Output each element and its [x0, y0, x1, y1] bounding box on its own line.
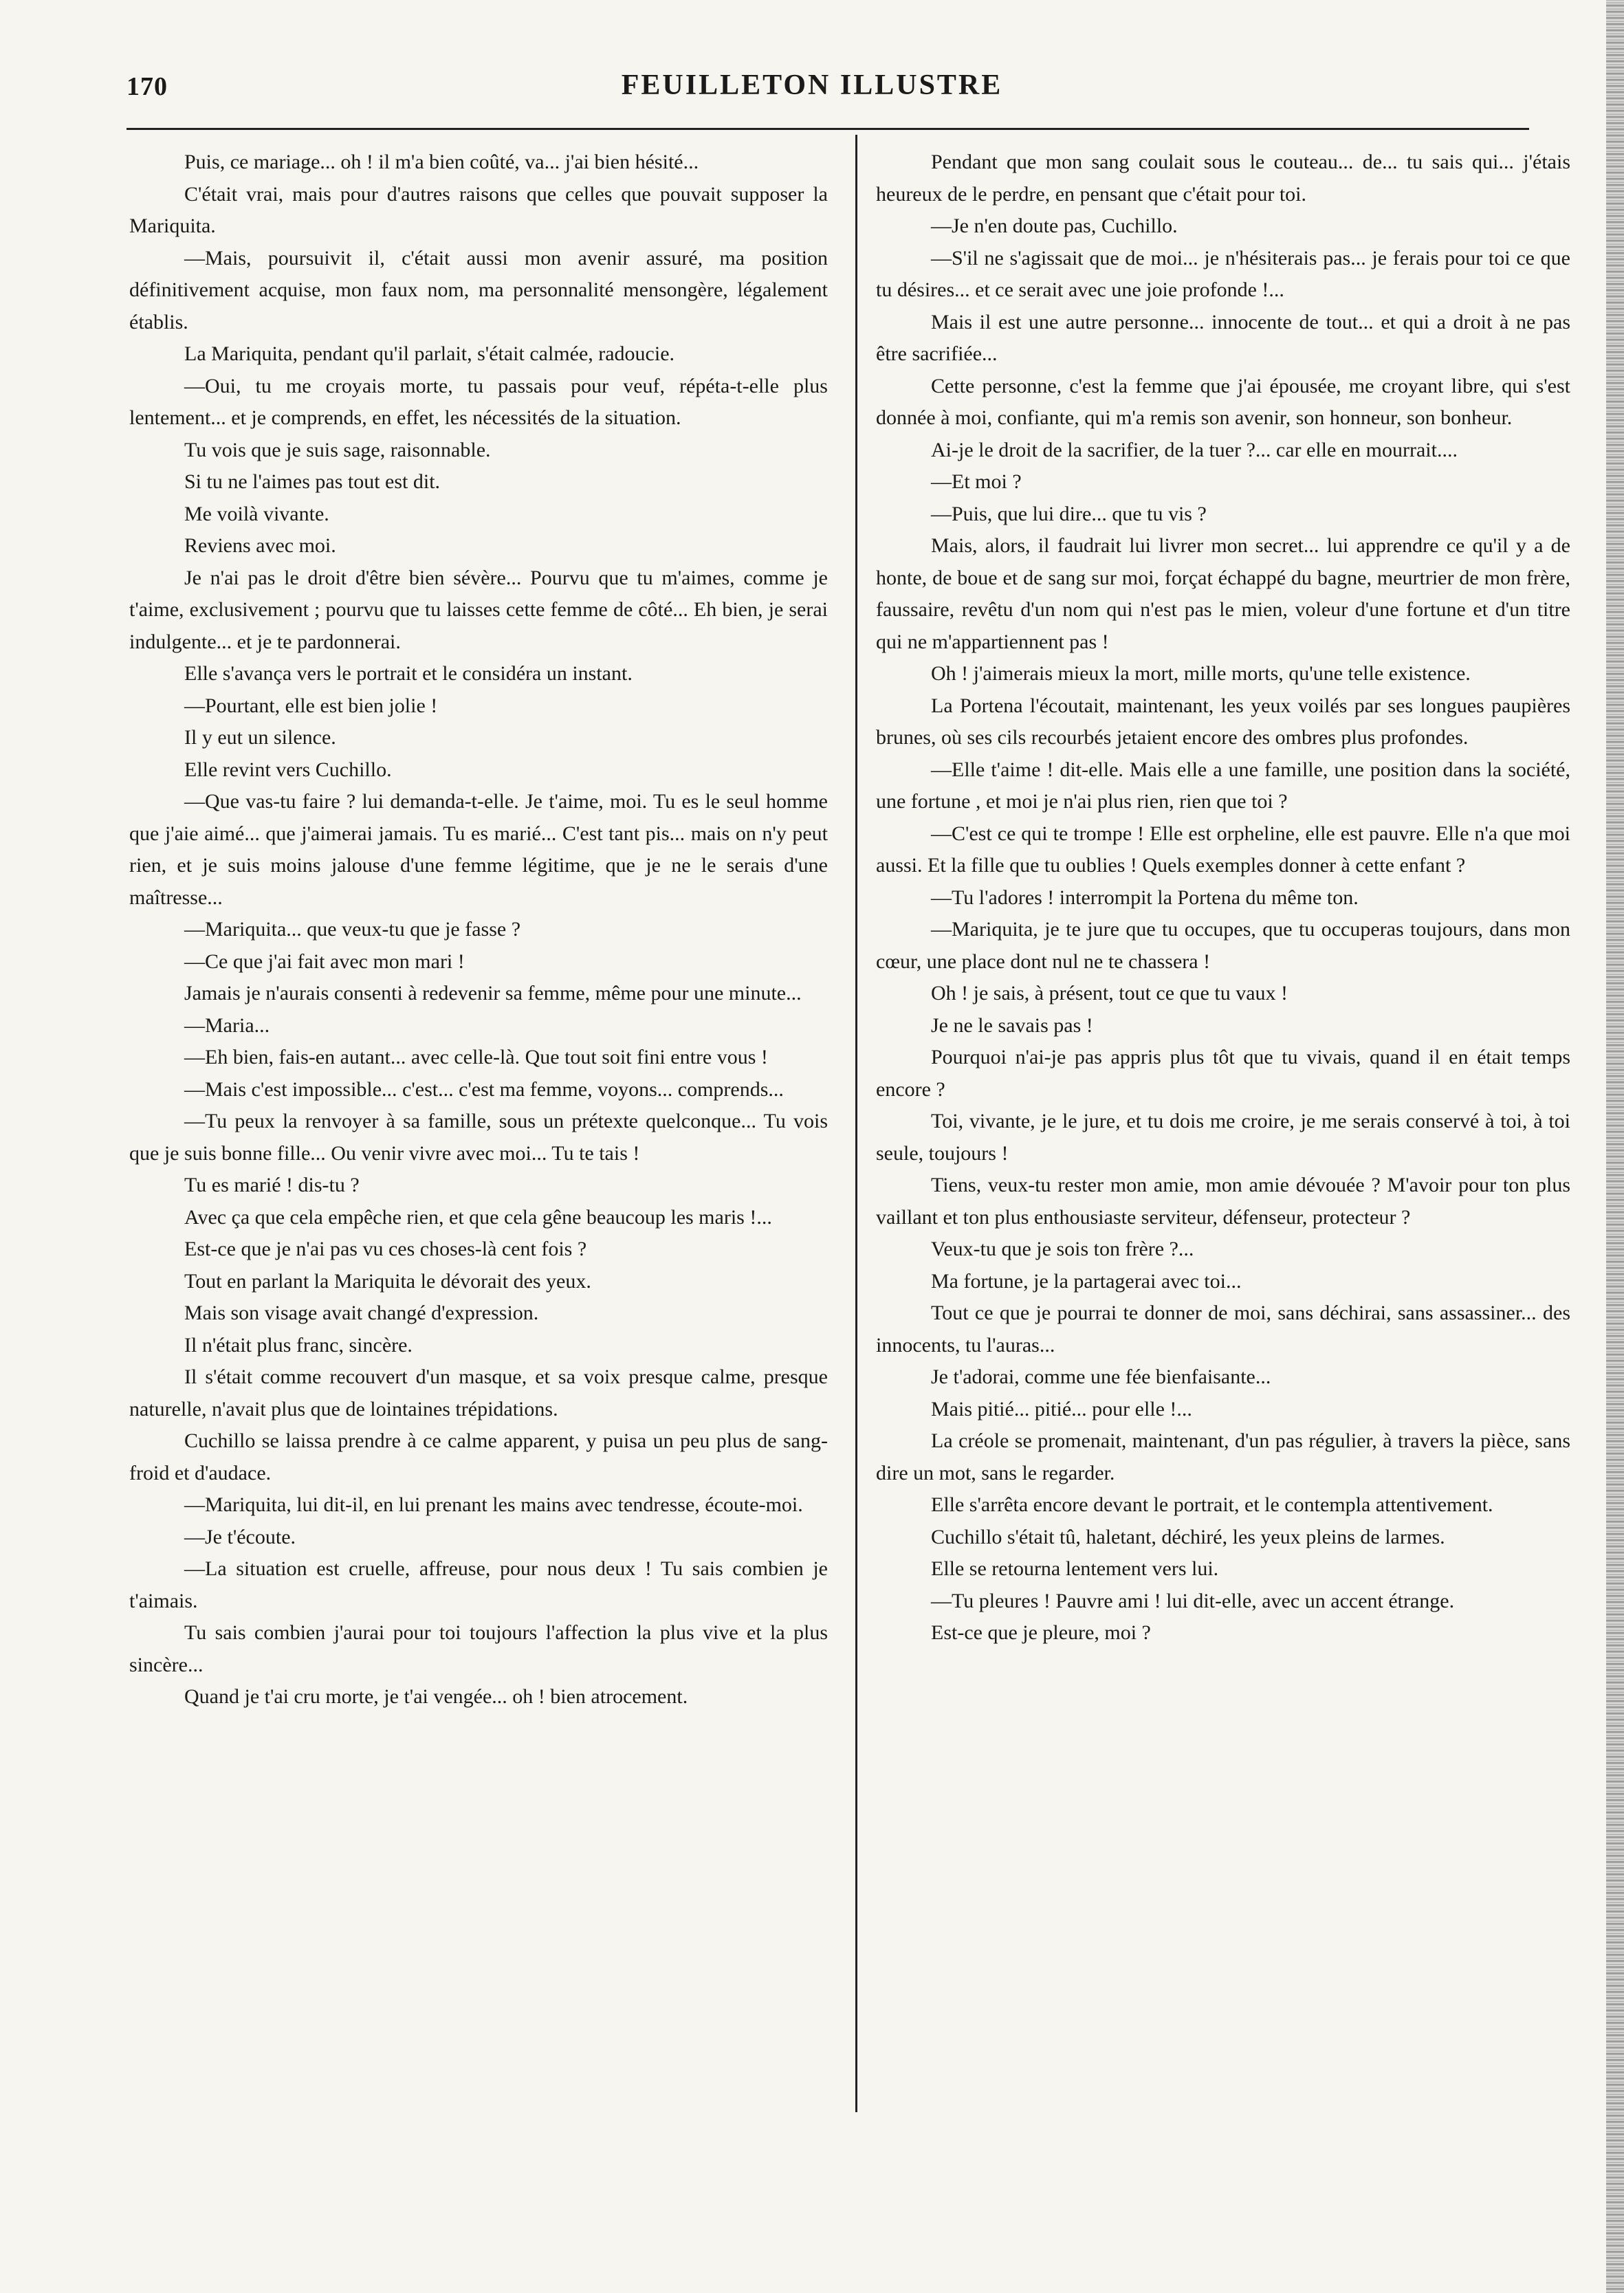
- paragraph: C'était vrai, mais pour d'autres raisons que celles que pouvait supposer la Mariquita.: [129, 182, 828, 237]
- left-column: [129, 146, 828, 2113]
- paragraph: —Et moi ?: [931, 470, 1022, 493]
- paragraph: Je n'ai pas le droit d'être bien sévère... Pourvu que tu m'aimes, comme je t'aime, exclusivement ; pourvu que tu laisses cette femme de côté... Eh bien, je serai indulgente... et je te pardonnerai.: [129, 566, 828, 653]
- paragraph: Tu sais combien j'aurai pour toi toujours l'affection la plus vive et la plus sincère...: [129, 1621, 828, 1676]
- paragraph: Puis, ce mariage... oh ! il m'a bien coûté, va... j'ai bien hésité...: [184, 151, 699, 173]
- paragraph: Tiens, veux-tu rester mon amie, mon amie dévouée ? M'avoir pour ton plus vaillant et ton plus enthousiaste serviteur, défenseur, protecteur ?: [876, 1174, 1570, 1229]
- paragraph: —C'est ce qui te trompe ! Elle est orpheline, elle est pauvre. Elle n'a que moi aussi. Et la fille que tu oublies ! Quels exemples donner à cette enfant ?: [876, 822, 1570, 877]
- paragraph: Si tu ne l'aimes pas tout est dit.: [184, 470, 441, 493]
- paragraph: Me voilà vivante.: [184, 502, 329, 525]
- paragraph: —Maria...: [184, 1013, 270, 1037]
- paragraph: Pendant que mon sang coulait sous le couteau... de... tu sais qui... j'étais heureux de le perdre, en pensant que c'était pour toi.: [876, 151, 1570, 206]
- paragraph: Est-ce que je n'ai pas vu ces choses-là cent fois ?: [184, 1238, 587, 1260]
- paragraph: Veux-tu que je sois ton frère ?...: [931, 1238, 1194, 1260]
- paragraph: Elle s'arrêta encore devant le portrait, et le contempla attentivement.: [931, 1493, 1493, 1516]
- paragraph: Il y eut un silence.: [184, 726, 336, 749]
- running-title: FEUILLETON ILLUSTRE: [621, 69, 1003, 101]
- paragraph: —Ce que j'ai fait avec mon mari !: [184, 950, 465, 973]
- paragraph: Tout ce que je pourrai te donner de moi, sans déchirai, sans assassiner... des innocents, tu l'auras...: [876, 1302, 1570, 1357]
- column-divider: [855, 135, 857, 2112]
- paragraph: —Mariquita, lui dit-il, en lui prenant les mains avec tendresse, écoute-moi.: [184, 1493, 803, 1516]
- paragraph: —S'il ne s'agissait que de moi... je n'hésiterais pas... je ferais pour toi ce que tu désires... et ce serait avec une joie profonde !...: [876, 246, 1570, 301]
- paragraph: Quand je t'ai cru morte, je t'ai vengée... oh ! bien atrocement.: [184, 1685, 688, 1708]
- paragraph: Ma fortune, je la partagerai avec toi...: [931, 1269, 1242, 1293]
- paragraph: Tout en parlant la Mariquita le dévorait des yeux.: [184, 1269, 591, 1293]
- page-number: 170: [127, 72, 168, 101]
- paragraph: Elle s'avança vers le portrait et le considéra un instant.: [184, 662, 633, 685]
- paragraph: Elle revint vers Cuchillo.: [184, 758, 392, 781]
- paragraph: —Tu peux la renvoyer à sa famille, sous un prétexte quelconque... Tu vois que je suis bonne fille... Ou venir vivre avec moi... Tu te tais !: [129, 1110, 828, 1165]
- paragraph: Mais pitié... pitié... pour elle !...: [931, 1397, 1192, 1420]
- paragraph: Tu vois que je suis sage, raisonnable.: [184, 438, 491, 461]
- paragraph: —Pourtant, elle est bien jolie !: [184, 694, 438, 717]
- paragraph: —Tu l'adores ! interrompit la Portena du même ton.: [931, 886, 1359, 909]
- paragraph: Avec ça que cela empêche rien, et que cela gêne beaucoup les maris !...: [184, 1205, 772, 1229]
- page-edge: [1606, 0, 1624, 2293]
- paragraph: —La situation est cruelle, affreuse, pour nous deux ! Tu sais combien je t'aimais.: [129, 1557, 828, 1612]
- paragraph: La Portena l'écoutait, maintenant, les yeux voilés par ses longues paupières brunes, où ses cils recourbés jetaient encore des ombres plus profondes.: [876, 694, 1570, 749]
- paragraph: Toi, vivante, je le jure, et tu dois me croire, je me serais conservé à toi, à toi seule, toujours !: [876, 1110, 1570, 1165]
- paragraph: Mais son visage avait changé d'expression.: [184, 1302, 539, 1324]
- paragraph: —Je t'écoute.: [184, 1525, 296, 1548]
- right-column: [876, 146, 1570, 2113]
- paragraph: La créole se promenait, maintenant, d'un pas régulier, à travers la pièce, sans dire un mot, sans le regarder.: [876, 1429, 1570, 1484]
- paragraph: Cette personne, c'est la femme que j'ai épousée, me croyant libre, qui s'est donnée à moi, confiante, qui m'a remis son avenir, son honneur, son bonheur.: [876, 374, 1570, 429]
- paragraph: —Mariquita, je te jure que tu occupes, que tu occuperas toujours, dans mon cœur, une place dont nul ne te chassera !: [876, 918, 1570, 973]
- paragraph: Oh ! je sais, à présent, tout ce que tu vaux !: [931, 982, 1288, 1005]
- paragraph: Ai-je le droit de la sacrifier, de la tuer ?... car elle en mourrait....: [931, 438, 1458, 461]
- paragraph: —Puis, que lui dire... que tu vis ?: [931, 502, 1207, 525]
- paragraph: Oh ! j'aimerais mieux la mort, mille morts, qu'une telle existence.: [931, 662, 1471, 685]
- paragraph: La Mariquita, pendant qu'il parlait, s'était calmée, radoucie.: [184, 342, 675, 365]
- paragraph: —Mais, poursuivit il, c'était aussi mon avenir assuré, ma position définitivement acquise, mon faux nom, ma personnalité mensongère, légalement établis.: [129, 246, 828, 333]
- paragraph: Cuchillo se laissa prendre à ce calme apparent, y puisa un peu plus de sang-froid et d'audace.: [129, 1429, 828, 1484]
- paragraph: Reviens avec moi.: [184, 534, 336, 557]
- paragraph: Mais, alors, il faudrait lui livrer mon secret... lui apprendre ce qu'il y a de honte, de boue et de sang sur moi, forçat échappé du bagne, meurtrier de mon frère, faussaire, revêtu d'un nom qui n'est pas le mien, voleur d'une fortune et d'un titre qui ne m'appartiennent pas !: [876, 534, 1570, 653]
- paragraph: Mais il est une autre personne... innocente de tout... et qui a droit à ne pas être sacrifiée...: [876, 310, 1570, 365]
- paragraph: Je t'adorai, comme une fée bienfaisante...: [931, 1365, 1271, 1388]
- paragraph: Pourquoi n'ai-je pas appris plus tôt que tu vivais, quand il en était temps encore ?: [876, 1046, 1570, 1101]
- paragraph: —Eh bien, fais-en autant... avec celle-là. Que tout soit fini entre vous !: [184, 1046, 768, 1068]
- paragraph: —Que vas-tu faire ? lui demanda-t-elle. Je t'aime, moi. Tu es le seul homme que j'aie aimé... que j'aimerai jamais. Tu es marié... C'est tant pis... mais on n'y peut rien, et je suis moins jalouse d'une femme légitime, que je ne le serais d'une maîtresse...: [129, 790, 828, 909]
- paragraph: —Mariquita... que veux-tu que je fasse ?: [184, 918, 521, 941]
- paragraph: Je ne le savais pas !: [931, 1013, 1093, 1037]
- paragraph: —Tu pleures ! Pauvre ami ! lui dit-elle, avec un accent étrange.: [931, 1589, 1455, 1612]
- paragraph: Cuchillo s'était tû, haletant, déchiré, les yeux pleins de larmes.: [931, 1525, 1445, 1548]
- paragraph: Tu es marié ! dis-tu ?: [184, 1174, 360, 1196]
- paragraph: Elle se retourna lentement vers lui.: [931, 1557, 1219, 1580]
- paragraph: Jamais je n'aurais consenti à redevenir sa femme, même pour une minute...: [184, 982, 802, 1005]
- paragraph: Est-ce que je pleure, moi ?: [931, 1621, 1151, 1644]
- paragraph: —Je n'en doute pas, Cuchillo.: [931, 215, 1178, 237]
- paragraph: —Oui, tu me croyais morte, tu passais pour veuf, répéta-t-elle plus lentement... et je comprends, en effet, les nécessités de la situation.: [129, 374, 828, 429]
- paragraph: —Mais c'est impossible... c'est... c'est ma femme, voyons... comprends...: [184, 1077, 784, 1101]
- paragraph: Il n'était plus franc, sincère.: [184, 1333, 413, 1357]
- paragraph: Il s'était comme recouvert d'un masque, et sa voix presque calme, presque naturelle, n'avait plus que de lointaines trépidations.: [129, 1365, 828, 1420]
- header-rule: [127, 128, 1529, 130]
- paragraph: —Elle t'aime ! dit-elle. Mais elle a une famille, une position dans la société, une fortune , et moi je n'ai plus rien, rien que toi ?: [876, 758, 1570, 813]
